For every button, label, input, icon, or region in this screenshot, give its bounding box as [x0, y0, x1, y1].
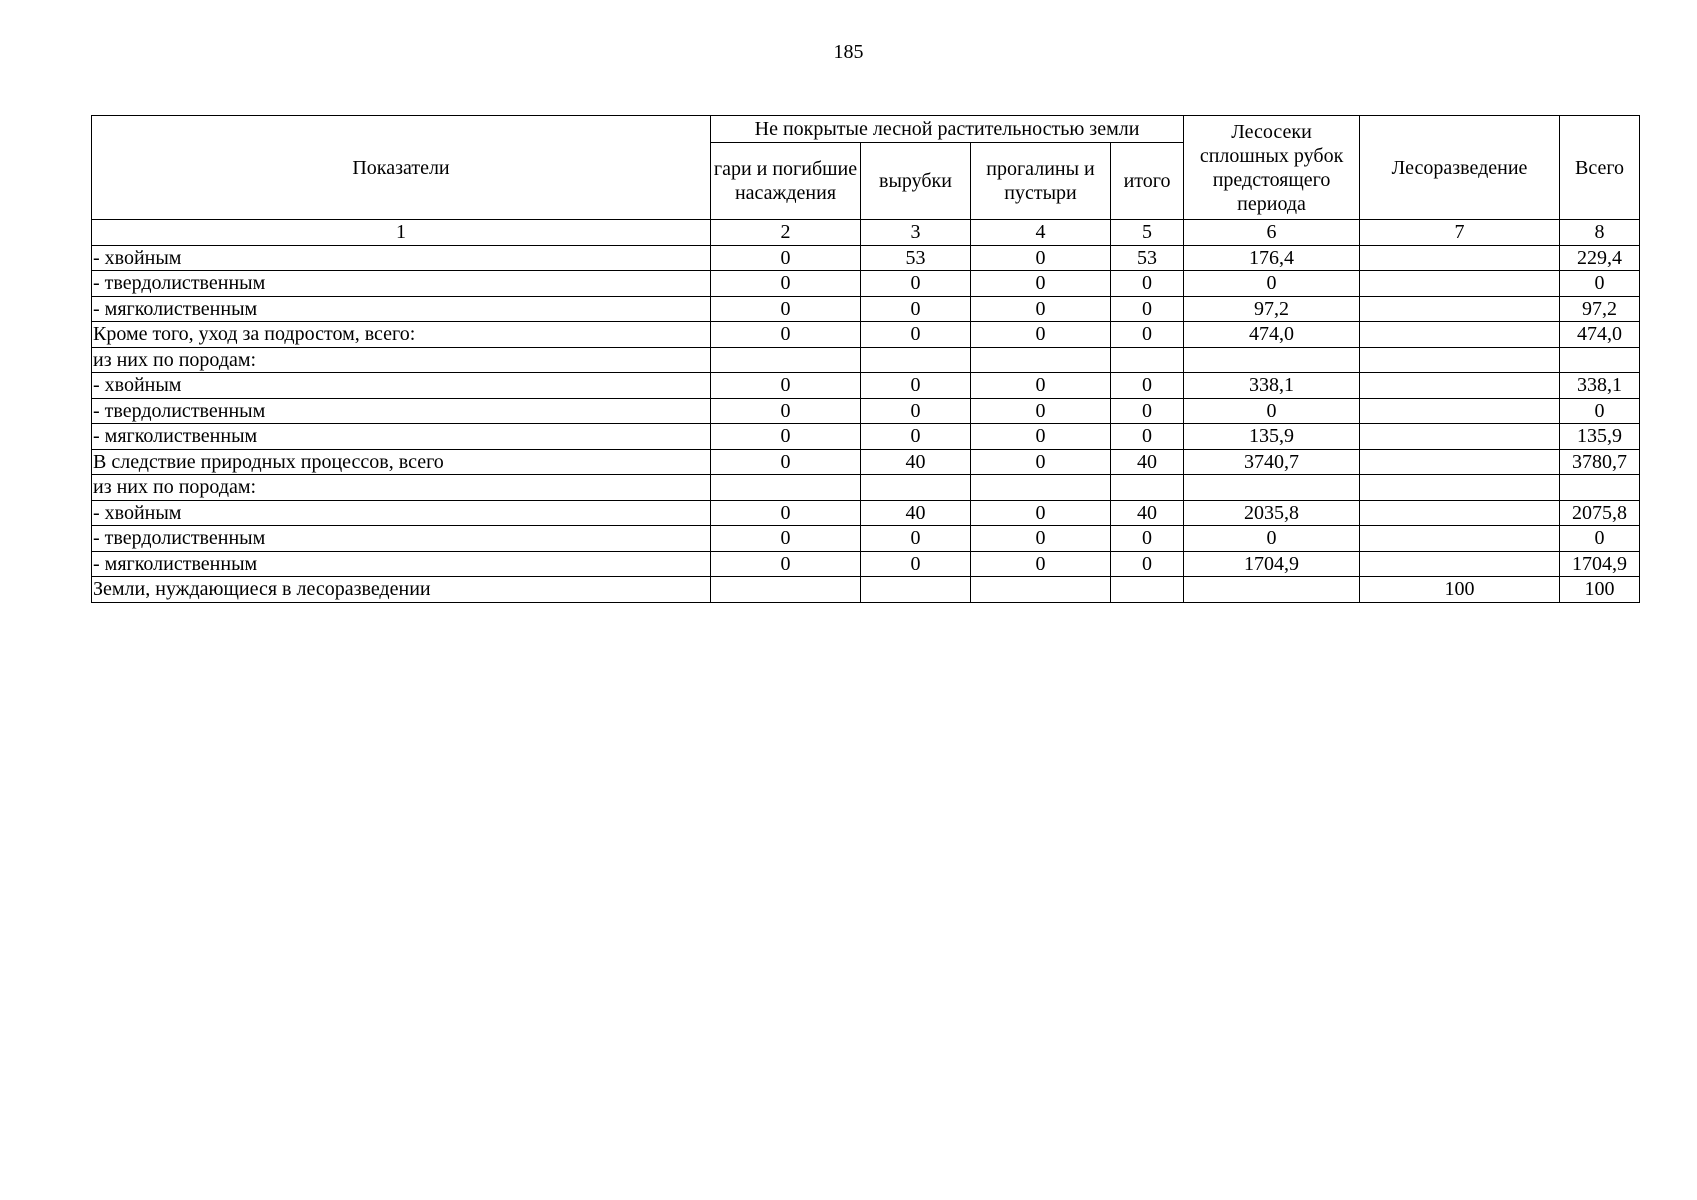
header-indicators: Показатели [92, 116, 711, 220]
total-cell: 2075,8 [1560, 500, 1640, 526]
row-label: - твердолиственным [92, 271, 711, 297]
clearcuts-cell: 0 [861, 271, 971, 297]
cutting-areas-cell [1184, 475, 1360, 501]
page-number: 185 [833, 41, 864, 63]
header-glades: прогалины и пустыри [971, 143, 1111, 220]
column-number: 6 [1184, 220, 1360, 246]
total-cell: 100 [1560, 577, 1640, 603]
row-label: - мягколиственным [92, 551, 711, 577]
burned-cell: 0 [711, 424, 861, 450]
glades-cell [971, 347, 1111, 373]
total-cell: 97,2 [1560, 296, 1640, 322]
glades-cell [971, 475, 1111, 501]
subtotal-cell: 0 [1111, 398, 1184, 424]
subtotal-cell: 0 [1111, 322, 1184, 348]
afforestation-cell [1360, 526, 1560, 552]
header-afforestation: Лесоразведение [1360, 116, 1560, 220]
row-label: - хвойным [92, 245, 711, 271]
glades-cell: 0 [971, 271, 1111, 297]
clearcuts-cell: 40 [861, 500, 971, 526]
row-label: из них по породам: [92, 475, 711, 501]
row-label: из них по породам: [92, 347, 711, 373]
afforestation-cell [1360, 398, 1560, 424]
glades-cell: 0 [971, 551, 1111, 577]
total-cell: 0 [1560, 526, 1640, 552]
burned-cell: 0 [711, 449, 861, 475]
table-row [92, 475, 1640, 501]
row-label: В следствие природных процессов, всего [92, 449, 711, 475]
clearcuts-cell: 40 [861, 449, 971, 475]
clearcuts-cell [861, 577, 971, 603]
afforestation-cell: 100 [1360, 577, 1560, 603]
subtotal-cell: 53 [1111, 245, 1184, 271]
table-row [92, 271, 1640, 297]
column-number: 5 [1111, 220, 1184, 246]
total-cell: 229,4 [1560, 245, 1640, 271]
glades-cell: 0 [971, 296, 1111, 322]
column-number: 3 [861, 220, 971, 246]
afforestation-cell [1360, 271, 1560, 297]
subtotal-cell: 0 [1111, 551, 1184, 577]
row-label: - хвойным [92, 500, 711, 526]
afforestation-cell [1360, 500, 1560, 526]
header-clearcuts: вырубки [861, 143, 971, 220]
clearcuts-cell: 0 [861, 296, 971, 322]
burned-cell: 0 [711, 551, 861, 577]
clearcuts-cell: 0 [861, 526, 971, 552]
burned-cell [711, 475, 861, 501]
row-label: - хвойным [92, 373, 711, 399]
column-number: 7 [1360, 220, 1560, 246]
header-cutting-areas: Лесосеки сплошных рубок предстоящего периода [1184, 116, 1360, 220]
subtotal-cell: 0 [1111, 271, 1184, 297]
table-row [92, 577, 1640, 603]
cutting-areas-cell: 135,9 [1184, 424, 1360, 450]
glades-cell [971, 577, 1111, 603]
burned-cell: 0 [711, 500, 861, 526]
afforestation-cell [1360, 424, 1560, 450]
table-row [92, 424, 1640, 450]
cutting-areas-cell: 97,2 [1184, 296, 1360, 322]
row-label: Кроме того, уход за подростом, всего: [92, 322, 711, 348]
column-numbers-row [92, 220, 1640, 246]
afforestation-cell [1360, 347, 1560, 373]
row-label: - твердолиственным [92, 398, 711, 424]
clearcuts-cell: 0 [861, 398, 971, 424]
cutting-areas-cell: 474,0 [1184, 322, 1360, 348]
burned-cell [711, 577, 861, 603]
glades-cell: 0 [971, 500, 1111, 526]
afforestation-cell [1360, 296, 1560, 322]
table-row [92, 296, 1640, 322]
header-total: Всего [1560, 116, 1640, 220]
table-row [92, 398, 1640, 424]
burned-cell: 0 [711, 296, 861, 322]
header-burned: гари и погибшие насаждения [711, 143, 861, 220]
table-row [92, 500, 1640, 526]
column-number: 1 [92, 220, 711, 246]
total-cell [1560, 475, 1640, 501]
total-cell: 0 [1560, 398, 1640, 424]
header-row-1 [92, 116, 1640, 143]
column-number: 8 [1560, 220, 1640, 246]
burned-cell: 0 [711, 271, 861, 297]
total-cell: 338,1 [1560, 373, 1640, 399]
clearcuts-cell: 0 [861, 322, 971, 348]
subtotal-cell: 0 [1111, 526, 1184, 552]
afforestation-cell [1360, 245, 1560, 271]
cutting-areas-cell: 0 [1184, 271, 1360, 297]
cutting-areas-cell [1184, 347, 1360, 373]
land-categories-table [91, 115, 1640, 603]
clearcuts-cell: 0 [861, 373, 971, 399]
glades-cell: 0 [971, 424, 1111, 450]
cutting-areas-cell: 3740,7 [1184, 449, 1360, 475]
glades-cell: 0 [971, 322, 1111, 348]
afforestation-cell [1360, 373, 1560, 399]
total-cell: 1704,9 [1560, 551, 1640, 577]
subtotal-cell [1111, 475, 1184, 501]
cutting-areas-cell: 0 [1184, 398, 1360, 424]
clearcuts-cell [861, 347, 971, 373]
burned-cell: 0 [711, 526, 861, 552]
column-number: 4 [971, 220, 1111, 246]
row-label: Земли, нуждающиеся в лесоразведении [92, 577, 711, 603]
row-label: - твердолиственным [92, 526, 711, 552]
table-row [92, 449, 1640, 475]
afforestation-cell [1360, 322, 1560, 348]
glades-cell: 0 [971, 526, 1111, 552]
subtotal-cell [1111, 347, 1184, 373]
subtotal-cell: 0 [1111, 296, 1184, 322]
clearcuts-cell: 0 [861, 424, 971, 450]
table-row [92, 347, 1640, 373]
column-number: 2 [711, 220, 861, 246]
cutting-areas-cell: 176,4 [1184, 245, 1360, 271]
cutting-areas-cell: 1704,9 [1184, 551, 1360, 577]
subtotal-cell [1111, 577, 1184, 603]
afforestation-cell [1360, 449, 1560, 475]
row-label: - мягколиственным [92, 424, 711, 450]
subtotal-cell: 40 [1111, 500, 1184, 526]
burned-cell: 0 [711, 322, 861, 348]
subtotal-cell: 0 [1111, 424, 1184, 450]
cutting-areas-cell [1184, 577, 1360, 603]
afforestation-cell [1360, 475, 1560, 501]
cutting-areas-cell: 0 [1184, 526, 1360, 552]
total-cell: 0 [1560, 271, 1640, 297]
subtotal-cell: 40 [1111, 449, 1184, 475]
table-body [92, 220, 1640, 603]
table-row [92, 551, 1640, 577]
clearcuts-cell [861, 475, 971, 501]
row-label: - мягколиственным [92, 296, 711, 322]
glades-cell: 0 [971, 245, 1111, 271]
cutting-areas-cell: 2035,8 [1184, 500, 1360, 526]
glades-cell: 0 [971, 398, 1111, 424]
total-cell: 3780,7 [1560, 449, 1640, 475]
burned-cell: 0 [711, 373, 861, 399]
total-cell: 135,9 [1560, 424, 1640, 450]
burned-cell [711, 347, 861, 373]
table-row [92, 526, 1640, 552]
glades-cell: 0 [971, 449, 1111, 475]
subtotal-cell: 0 [1111, 373, 1184, 399]
table-row [92, 245, 1640, 271]
glades-cell: 0 [971, 373, 1111, 399]
clearcuts-cell: 0 [861, 551, 971, 577]
table-row [92, 373, 1640, 399]
clearcuts-cell: 53 [861, 245, 971, 271]
header-subtotal: итого [1111, 143, 1184, 220]
afforestation-cell [1360, 551, 1560, 577]
cutting-areas-cell: 338,1 [1184, 373, 1360, 399]
table-row [92, 322, 1640, 348]
burned-cell: 0 [711, 398, 861, 424]
total-cell [1560, 347, 1640, 373]
burned-cell: 0 [711, 245, 861, 271]
total-cell: 474,0 [1560, 322, 1640, 348]
header-unforested-lands-group: Не покрытые лесной растительностью земли [711, 116, 1184, 143]
